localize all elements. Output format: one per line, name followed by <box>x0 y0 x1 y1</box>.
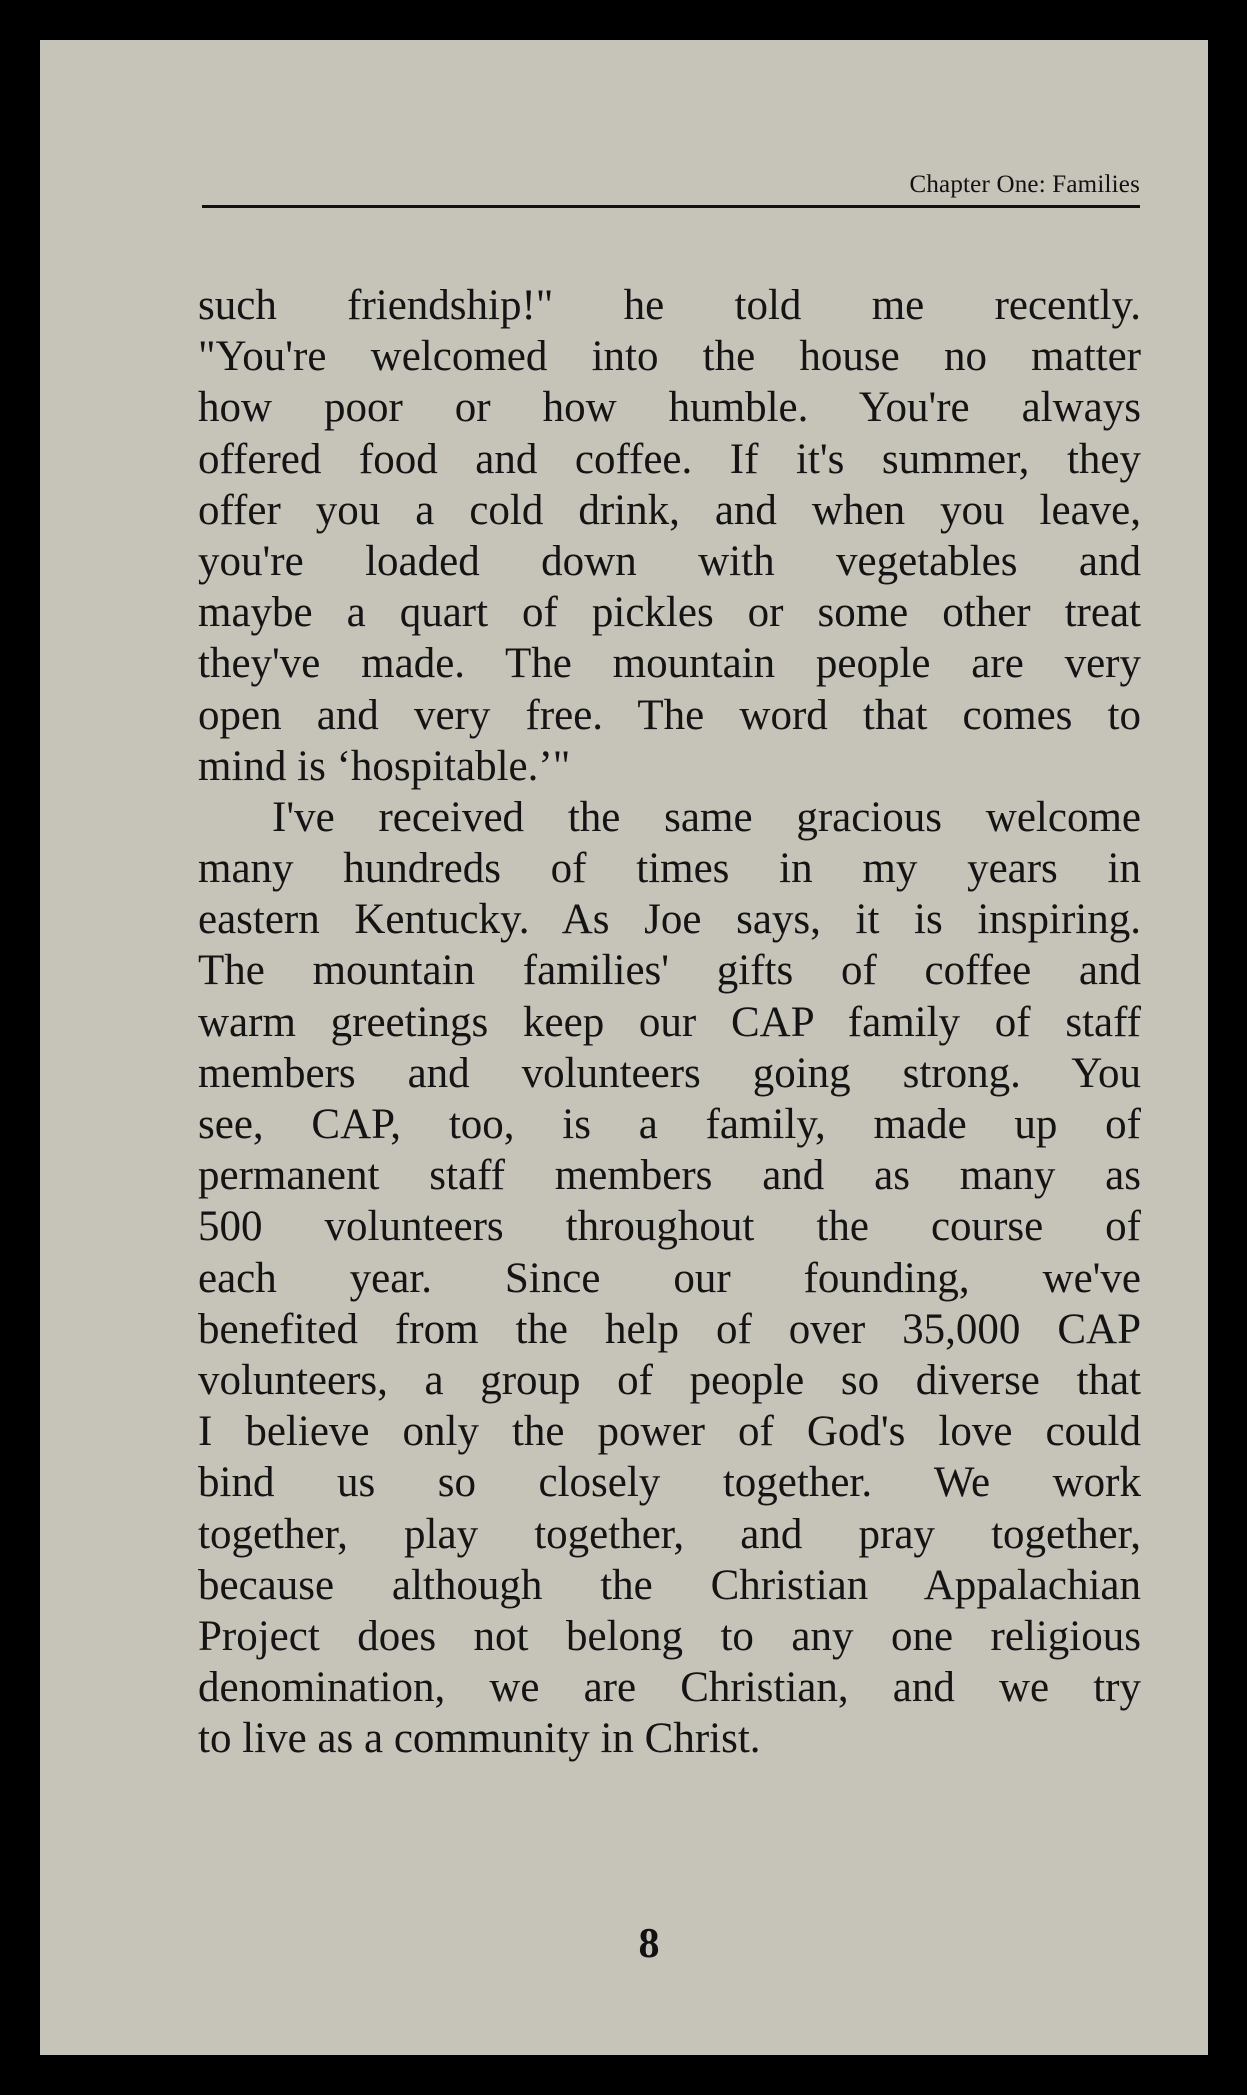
text-line: The mountain families' gifts of coffee and <box>198 947 1141 995</box>
text-line: see, CAP, too, is a family, made up of <box>198 1101 1141 1148</box>
text-line: many hundreds of times in my years in <box>198 845 1141 893</box>
page-number: 8 <box>638 1921 660 1967</box>
text-line: eastern Kentucky. As Joe says, it is inspiring. <box>198 896 1141 944</box>
text-line: how poor or how humble. You're always <box>198 384 1141 432</box>
header-rule <box>202 205 1140 208</box>
text-line: each year. Since our founding, we've <box>198 1254 1141 1302</box>
paragraph-2 <box>198 792 1141 1765</box>
text-line: Project does not belong to any one religious <box>198 1612 1141 1660</box>
text-line: "You're welcomed into the house no matter <box>198 333 1141 381</box>
text-line: maybe a quart of pickles or some other treat <box>198 589 1141 637</box>
text-line: bind us so closely together. We work <box>198 1459 1141 1507</box>
text-line: permanent staff members and as many as <box>198 1152 1141 1200</box>
body-text <box>198 280 1141 1764</box>
text-line: they've made. The mountain people are very <box>198 640 1141 688</box>
text-line: benefited from the help of over 35,000 CAP <box>198 1305 1141 1353</box>
text-line: warm greetings keep our CAP family of staff <box>198 998 1141 1046</box>
text-line: such friendship!" he told me recently. <box>198 282 1141 329</box>
text-line: denomination, we are Christian, and we try <box>198 1664 1141 1712</box>
chapter-title: Chapter One: Families <box>909 171 1140 198</box>
text-line: you're loaded down with vegetables and <box>198 537 1141 585</box>
text-line: offered food and coffee. If it's summer, they <box>198 435 1141 483</box>
running-header <box>202 133 1140 208</box>
text-line: volunteers, a group of people so diverse that <box>198 1356 1141 1404</box>
text-line: mind is ‘hospitable.’" <box>198 742 571 790</box>
text-line: because although the Christian Appalachian <box>198 1561 1141 1609</box>
text-line: I've received the same gracious welcome <box>272 793 1141 841</box>
book-page <box>40 40 1208 2055</box>
text-line: I believe only the power of God's love could <box>198 1408 1141 1456</box>
text-line: 500 volunteers throughout the course of <box>198 1203 1141 1251</box>
text-line: open and very free. The word that comes to <box>198 691 1141 739</box>
text-line: members and volunteers going strong. You <box>198 1049 1141 1097</box>
text-line: together, play together, and pray together, <box>198 1510 1141 1558</box>
text-line: offer you a cold drink, and when you leave, <box>198 486 1141 534</box>
paragraph-1 <box>198 280 1141 792</box>
text-line: to live as a community in Christ. <box>198 1715 761 1763</box>
